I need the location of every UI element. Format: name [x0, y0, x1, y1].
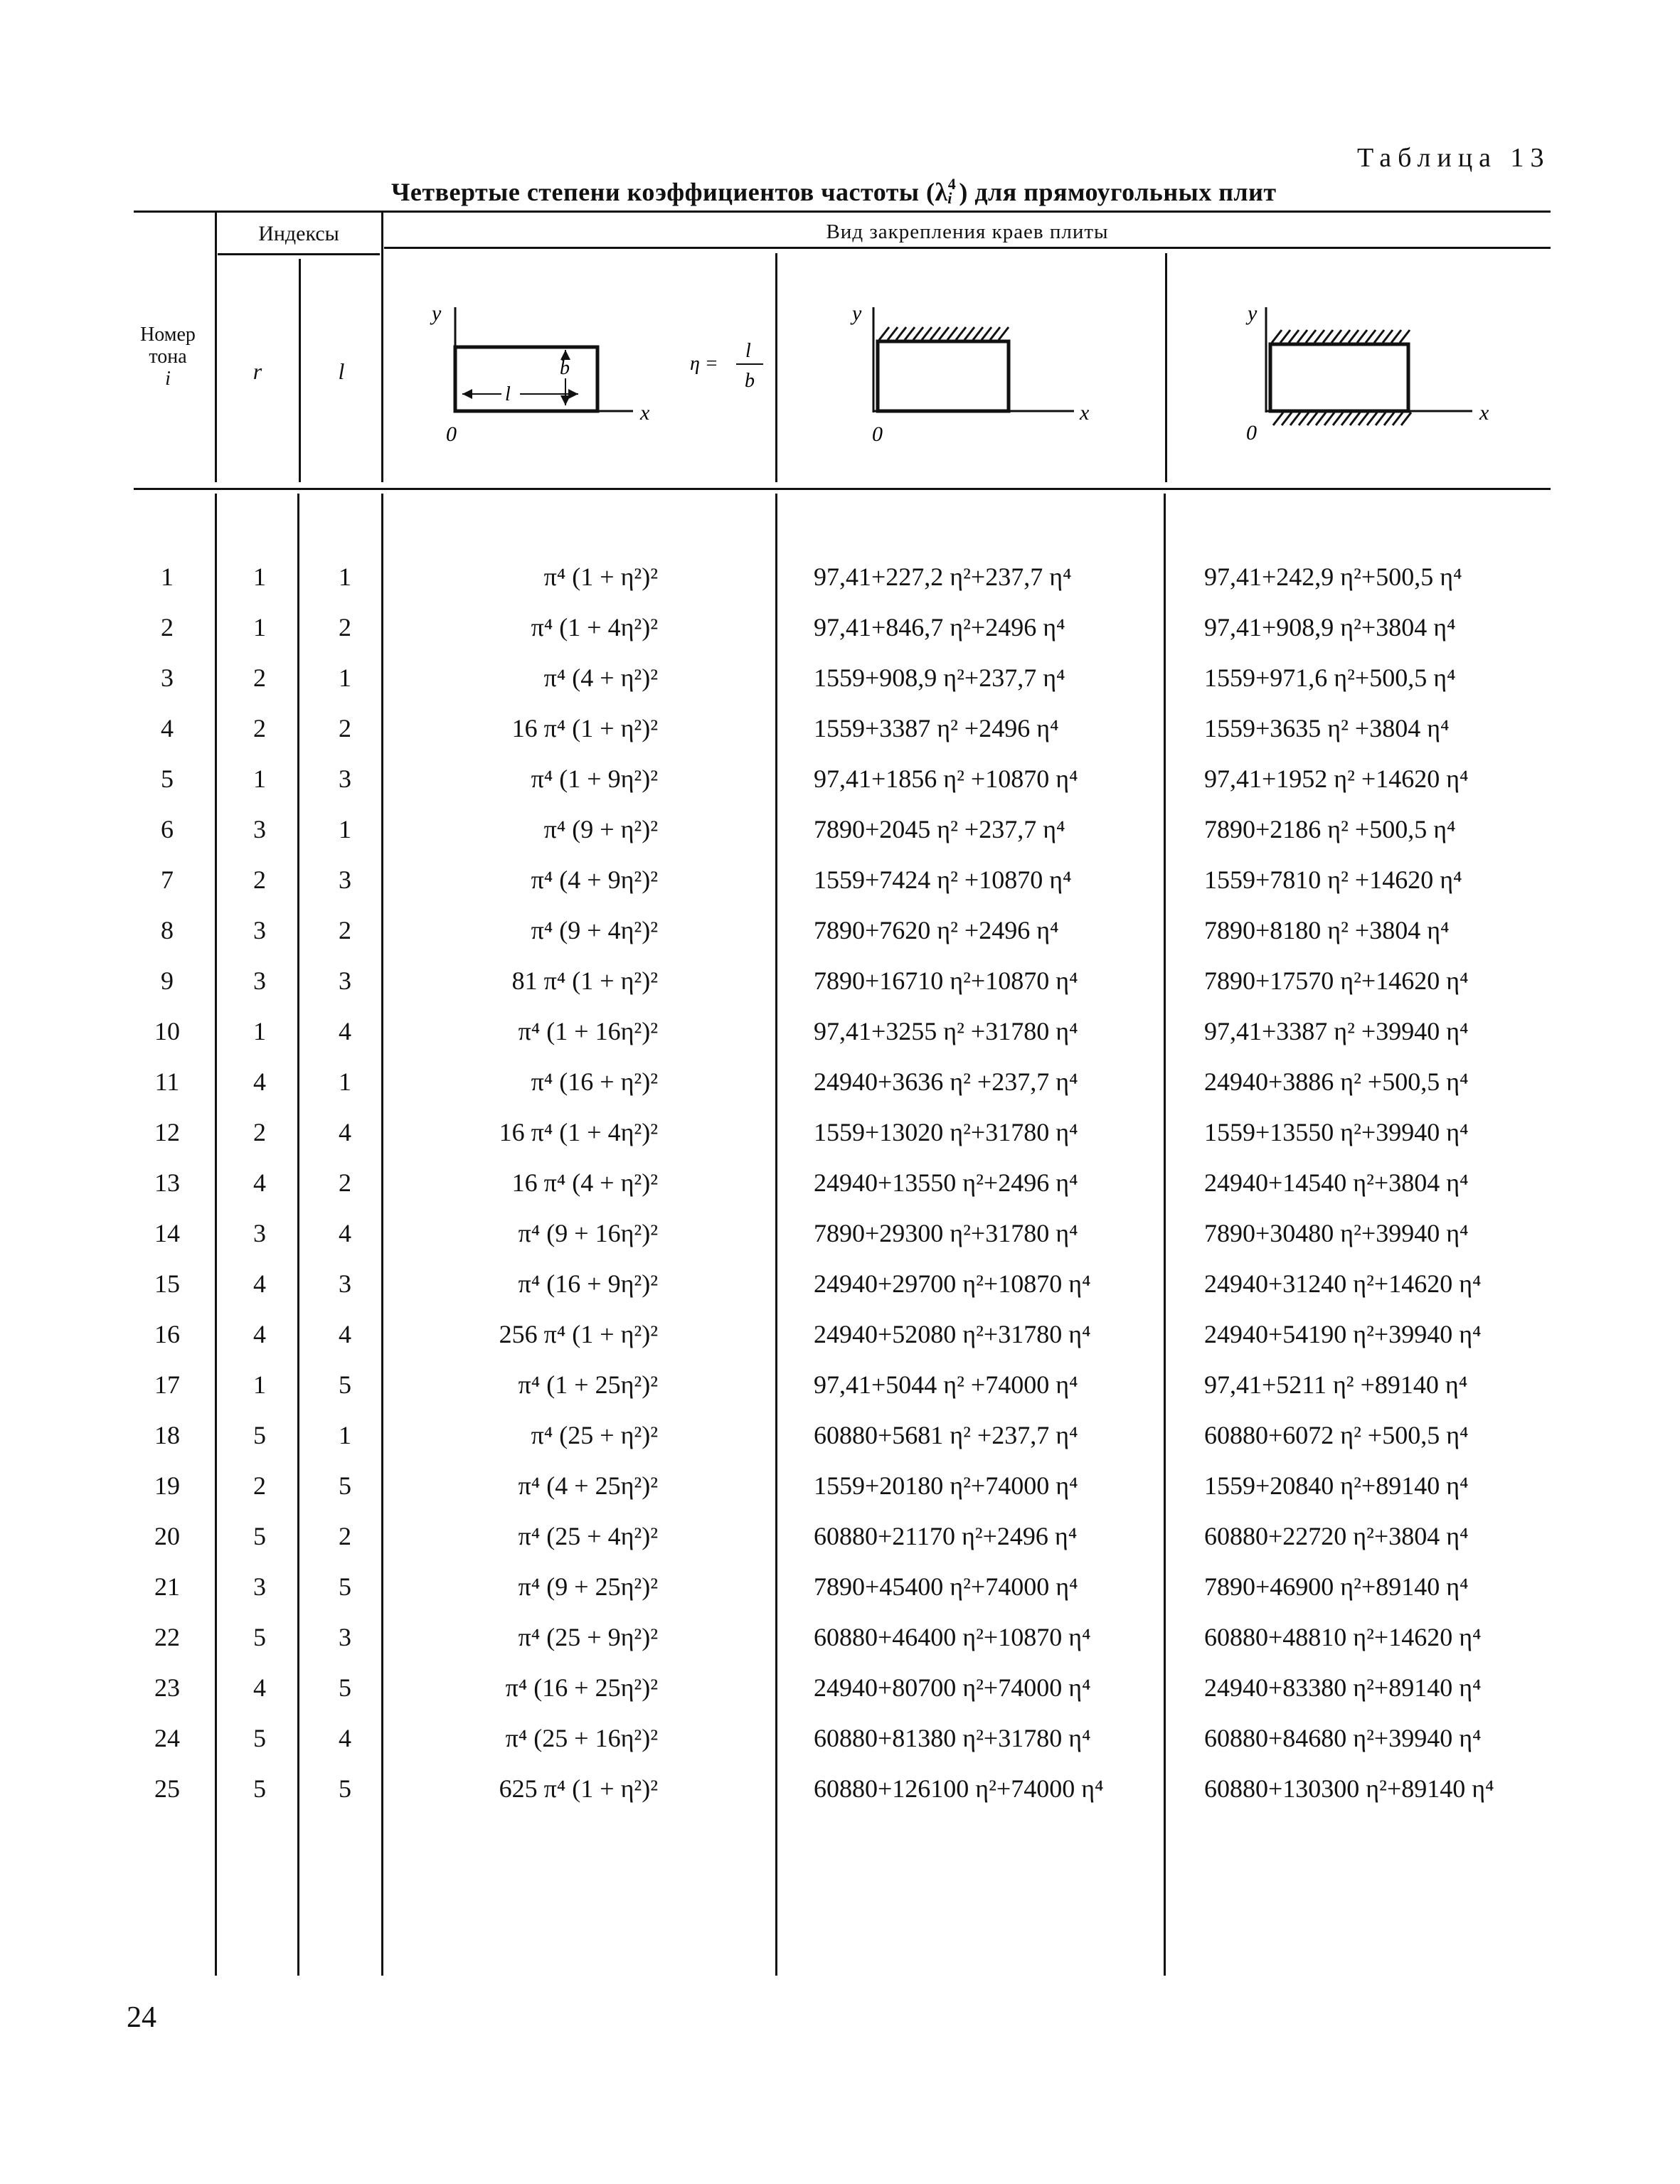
index-r: 4 — [253, 1269, 266, 1298]
index-l: 5 — [339, 1471, 351, 1500]
index-r: 3 — [253, 1219, 266, 1247]
index-r: 2 — [253, 1471, 266, 1500]
indices-underline — [218, 253, 380, 255]
tone-number: 7 — [161, 865, 174, 894]
table-row — [0, 1572, 1680, 1607]
formula-simply-supported: π⁴ (1 + 9η²)² — [531, 765, 658, 793]
index-r: 4 — [253, 1168, 266, 1197]
formula-top-bottom-clamped: 1559+7810 η² +14620 η⁴ — [1204, 865, 1462, 894]
formula-top-bottom-clamped: 97,41+1952 η² +14620 η⁴ — [1204, 765, 1469, 793]
tone-number: 24 — [154, 1724, 180, 1752]
formula-top-clamped: 24940+3636 η² +237,7 η⁴ — [814, 1067, 1078, 1096]
tone-number: 12 — [154, 1118, 180, 1146]
formula-simply-supported: 16 π⁴ (1 + η²)² — [511, 714, 658, 742]
table-row — [0, 1622, 1680, 1658]
formula-top-bottom-clamped: 97,41+5211 η² +89140 η⁴ — [1204, 1370, 1468, 1399]
formula-top-clamped: 24940+80700 η²+74000 η⁴ — [814, 1673, 1091, 1702]
index-l: 3 — [339, 966, 351, 995]
column-divider-3 — [381, 212, 383, 482]
formula-top-bottom-clamped: 60880+48810 η²+14620 η⁴ — [1204, 1623, 1482, 1651]
tone-number: 20 — [154, 1522, 180, 1550]
index-l: 2 — [339, 613, 351, 641]
formula-top-clamped: 7890+2045 η² +237,7 η⁴ — [814, 815, 1065, 843]
tone-number-header — [127, 324, 209, 390]
index-l: 3 — [339, 1269, 351, 1298]
tone-number: 8 — [161, 916, 174, 944]
tone-number: 14 — [154, 1219, 180, 1247]
index-l: 5 — [339, 1370, 351, 1399]
table-row — [0, 1319, 1680, 1355]
formula-simply-supported: π⁴ (9 + η²)² — [543, 815, 658, 843]
width-label: b — [560, 357, 570, 379]
index-r: 1 — [253, 765, 266, 793]
formula-top-bottom-clamped: 7890+8180 η² +3804 η⁴ — [1204, 916, 1450, 944]
formula-top-clamped: 1559+3387 η² +2496 η⁴ — [814, 714, 1059, 742]
formula-simply-supported: 81 π⁴ (1 + η²)² — [511, 966, 658, 995]
fixing-header: Вид закрепления краев плиты — [826, 220, 1109, 243]
table-row — [0, 1774, 1680, 1809]
formula-top-bottom-clamped: 24940+14540 η²+3804 η⁴ — [1204, 1168, 1469, 1197]
index-l: 3 — [339, 765, 351, 793]
tone-number: 1 — [161, 563, 174, 591]
index-r: 1 — [253, 613, 266, 641]
index-l: 1 — [339, 1421, 351, 1449]
index-r: 1 — [253, 1017, 266, 1045]
formula-top-bottom-clamped: 7890+17570 η²+14620 η⁴ — [1204, 966, 1469, 995]
formula-top-bottom-clamped: 60880+84680 η²+39940 η⁴ — [1204, 1724, 1482, 1752]
axis-x-label: x — [1479, 401, 1489, 425]
tone-number: 10 — [154, 1017, 180, 1045]
column-divider-2 — [299, 259, 301, 482]
formula-simply-supported: π⁴ (16 + 25η²)² — [505, 1673, 658, 1702]
formula-top-clamped: 97,41+1856 η² +10870 η⁴ — [814, 765, 1078, 793]
tone-number: 19 — [154, 1471, 180, 1500]
index-r: 4 — [253, 1673, 266, 1702]
tone-number: 11 — [154, 1067, 180, 1096]
formula-top-clamped: 97,41+5044 η² +74000 η⁴ — [814, 1370, 1078, 1399]
tone-number: 25 — [154, 1774, 180, 1803]
index-l: 1 — [339, 1067, 351, 1096]
formula-top-bottom-clamped: 1559+20840 η²+89140 η⁴ — [1204, 1471, 1469, 1500]
tone-number: 2 — [161, 613, 174, 641]
tone-number-label: Номер тона — [140, 324, 196, 368]
formula-simply-supported: π⁴ (1 + 25η²)² — [518, 1370, 658, 1399]
formula-top-bottom-clamped: 97,41+3387 η² +39940 η⁴ — [1204, 1017, 1469, 1045]
index-l: 4 — [339, 1219, 351, 1247]
tone-number: 15 — [154, 1269, 180, 1298]
ratio-denominator: b — [745, 370, 755, 392]
origin-label: 0 — [872, 422, 883, 446]
formula-top-clamped: 24940+13550 η²+2496 η⁴ — [814, 1168, 1078, 1197]
index-l: 2 — [339, 714, 351, 742]
ratio-numerator: l — [745, 340, 751, 362]
table-row — [0, 915, 1680, 951]
formula-top-bottom-clamped: 7890+2186 η² +500,5 η⁴ — [1204, 815, 1456, 843]
formula-top-clamped: 60880+21170 η²+2496 η⁴ — [814, 1522, 1078, 1550]
column-divider-5 — [1165, 253, 1167, 482]
formula-top-bottom-clamped: 60880+22720 η²+3804 η⁴ — [1204, 1522, 1469, 1550]
column-divider-4 — [775, 253, 777, 482]
formula-top-clamped: 1559+7424 η² +10870 η⁴ — [814, 865, 1072, 894]
formula-top-bottom-clamped: 24940+3886 η² +500,5 η⁴ — [1204, 1067, 1469, 1096]
origin-label: 0 — [1246, 421, 1257, 444]
index-r: 2 — [253, 1118, 266, 1146]
index-r: 1 — [253, 563, 266, 591]
formula-simply-supported: π⁴ (4 + 25η²)² — [518, 1471, 658, 1500]
tone-number: 4 — [161, 714, 174, 742]
table-title — [391, 175, 1277, 208]
index-r: 2 — [253, 664, 266, 692]
formula-simply-supported: π⁴ (1 + 16η²)² — [518, 1017, 658, 1045]
index-l: 4 — [339, 1017, 351, 1045]
formula-simply-supported: π⁴ (4 + η²)² — [543, 664, 658, 692]
formula-top-bottom-clamped: 97,41+242,9 η²+500,5 η⁴ — [1204, 563, 1462, 591]
tone-number: 5 — [161, 765, 174, 793]
index-l: 2 — [339, 1168, 351, 1197]
index-r: 2 — [253, 714, 266, 742]
index-l: 3 — [339, 1623, 351, 1651]
index-r: 5 — [253, 1724, 266, 1752]
formula-simply-supported: π⁴ (9 + 16η²)² — [518, 1219, 658, 1247]
axis-y-label: y — [852, 302, 862, 325]
table-row — [0, 713, 1680, 749]
formula-top-clamped: 1559+20180 η²+74000 η⁴ — [814, 1471, 1078, 1500]
formula-top-clamped: 97,41+3255 η² +31780 η⁴ — [814, 1017, 1078, 1045]
axis-y-label: y — [432, 302, 442, 325]
index-l: 5 — [339, 1673, 351, 1702]
index-r: 5 — [253, 1774, 266, 1803]
axis-y-label: y — [1248, 302, 1258, 325]
table-row — [0, 562, 1680, 597]
tone-number: 9 — [161, 966, 174, 995]
table-row — [0, 1723, 1680, 1759]
formula-simply-supported: π⁴ (25 + 9η²)² — [518, 1623, 658, 1651]
table-row — [0, 663, 1680, 698]
ratio-symbol: η = — [690, 353, 718, 375]
index-l: 5 — [339, 1572, 351, 1601]
table-row — [0, 1016, 1680, 1052]
formula-simply-supported: π⁴ (25 + 4η²)² — [518, 1522, 658, 1550]
tone-number: 17 — [154, 1370, 180, 1399]
column-divider-1 — [215, 212, 217, 482]
axis-x-label: x — [640, 401, 650, 425]
index-r: 3 — [253, 916, 266, 944]
origin-label: 0 — [446, 422, 457, 446]
index-r: 3 — [253, 1572, 266, 1601]
formula-top-bottom-clamped: 24940+31240 η²+14620 η⁴ — [1204, 1269, 1482, 1298]
table-top-rule — [134, 211, 1551, 213]
title-superscript: 4 — [947, 175, 957, 193]
formula-simply-supported: 625 π⁴ (1 + η²)² — [499, 1774, 658, 1803]
index-l: 3 — [339, 865, 351, 894]
formula-top-bottom-clamped: 60880+6072 η² +500,5 η⁴ — [1204, 1421, 1469, 1449]
index-l: 4 — [339, 1320, 351, 1348]
formula-simply-supported: π⁴ (9 + 4η²)² — [531, 916, 658, 944]
index-r: 5 — [253, 1623, 266, 1651]
formula-top-clamped: 7890+7620 η² +2496 η⁴ — [814, 916, 1059, 944]
formula-top-bottom-clamped: 7890+30480 η²+39940 η⁴ — [1204, 1219, 1469, 1247]
axis-x-label: x — [1080, 401, 1090, 425]
tone-number: 13 — [154, 1168, 180, 1197]
table-label: Таблица 13 — [1357, 143, 1551, 173]
index-r: 4 — [253, 1067, 266, 1096]
table-row — [0, 1218, 1680, 1254]
formula-top-bottom-clamped: 1559+971,6 η²+500,5 η⁴ — [1204, 664, 1456, 692]
formula-top-clamped: 60880+5681 η² +237,7 η⁴ — [814, 1421, 1078, 1449]
formula-top-clamped: 1559+13020 η²+31780 η⁴ — [814, 1118, 1078, 1146]
index-l: 1 — [339, 563, 351, 591]
table-row — [0, 1521, 1680, 1557]
formula-top-bottom-clamped: 7890+46900 η²+89140 η⁴ — [1204, 1572, 1469, 1601]
index-r: 1 — [253, 1370, 266, 1399]
index-r: 5 — [253, 1421, 266, 1449]
l-header: l — [338, 358, 345, 384]
formula-simply-supported: π⁴ (9 + 25η²)² — [518, 1572, 658, 1601]
tone-number: 23 — [154, 1673, 180, 1702]
formula-top-bottom-clamped: 1559+13550 η²+39940 η⁴ — [1204, 1118, 1469, 1146]
length-label: l — [505, 383, 511, 405]
formula-simply-supported: π⁴ (16 + η²)² — [531, 1067, 658, 1096]
plate-diagram-dimensions — [388, 292, 772, 455]
formula-top-clamped: 97,41+846,7 η²+2496 η⁴ — [814, 613, 1065, 641]
page-number: 24 — [127, 2001, 156, 2034]
index-r: 5 — [253, 1522, 266, 1550]
formula-top-clamped: 24940+52080 η²+31780 η⁴ — [814, 1320, 1091, 1348]
tone-number: 6 — [161, 815, 174, 843]
table-row — [0, 1420, 1680, 1456]
formula-top-clamped: 60880+81380 η²+31780 η⁴ — [814, 1724, 1091, 1752]
formula-top-bottom-clamped: 60880+130300 η²+89140 η⁴ — [1204, 1774, 1494, 1803]
tone-number: 18 — [154, 1421, 180, 1449]
formula-simply-supported: π⁴ (16 + 9η²)² — [518, 1269, 658, 1298]
formula-top-bottom-clamped: 24940+83380 η²+89140 η⁴ — [1204, 1673, 1482, 1702]
indices-header: Индексы — [258, 222, 339, 245]
formula-simply-supported: 256 π⁴ (1 + η²)² — [499, 1320, 658, 1348]
table-row — [0, 1471, 1680, 1506]
formula-simply-supported: π⁴ (25 + 16η²)² — [505, 1724, 658, 1752]
tone-number: 22 — [154, 1623, 180, 1651]
index-l: 5 — [339, 1774, 351, 1803]
fixing-underline — [384, 247, 1551, 249]
table-row — [0, 1673, 1680, 1708]
table-row — [0, 764, 1680, 799]
formula-top-bottom-clamped: 97,41+908,9 η²+3804 η⁴ — [1204, 613, 1456, 641]
formula-simply-supported: π⁴ (25 + η²)² — [531, 1421, 658, 1449]
formula-simply-supported: 16 π⁴ (4 + η²)² — [511, 1168, 658, 1197]
formula-simply-supported: π⁴ (1 + 4η²)² — [531, 613, 658, 641]
formula-top-clamped: 7890+16710 η²+10870 η⁴ — [814, 966, 1078, 995]
index-r: 2 — [253, 865, 266, 894]
index-l: 4 — [339, 1118, 351, 1146]
tone-number: 21 — [154, 1572, 180, 1601]
index-r: 3 — [253, 815, 266, 843]
table-row — [0, 1269, 1680, 1304]
title-subscript: i — [947, 189, 952, 207]
index-l: 1 — [339, 815, 351, 843]
tone-number: 16 — [154, 1320, 180, 1348]
index-l: 2 — [339, 916, 351, 944]
formula-simply-supported: π⁴ (4 + 9η²)² — [531, 865, 658, 894]
formula-top-clamped: 7890+29300 η²+31780 η⁴ — [814, 1219, 1078, 1247]
table-row — [0, 814, 1680, 850]
index-r: 4 — [253, 1320, 266, 1348]
table-row — [0, 1067, 1680, 1102]
formula-top-bottom-clamped: 1559+3635 η² +3804 η⁴ — [1204, 714, 1450, 742]
index-l: 4 — [339, 1724, 351, 1752]
tone-symbol: i — [165, 368, 171, 390]
table-row — [0, 1370, 1680, 1405]
title-before: Четвертые степени коэффициентов частоты (λ — [391, 178, 948, 206]
plate-diagram-top-bottom-clamped — [1209, 292, 1522, 455]
formula-simply-supported: π⁴ (1 + η²)² — [543, 563, 658, 591]
table-row — [0, 865, 1680, 900]
plate-diagram-top-clamped — [811, 292, 1124, 455]
formula-simply-supported: 16 π⁴ (1 + 4η²)² — [499, 1118, 658, 1146]
index-l: 2 — [339, 1522, 351, 1550]
formula-top-clamped: 1559+908,9 η²+237,7 η⁴ — [814, 664, 1065, 692]
formula-top-bottom-clamped: 24940+54190 η²+39940 η⁴ — [1204, 1320, 1482, 1348]
formula-top-clamped: 60880+46400 η²+10870 η⁴ — [814, 1623, 1091, 1651]
r-header: r — [252, 358, 262, 384]
table-row — [0, 1117, 1680, 1153]
header-bottom-rule — [134, 488, 1551, 490]
tone-number: 3 — [161, 664, 174, 692]
table-row — [0, 612, 1680, 648]
formula-top-clamped: 97,41+227,2 η²+237,7 η⁴ — [814, 563, 1072, 591]
formula-top-clamped: 24940+29700 η²+10870 η⁴ — [814, 1269, 1091, 1298]
index-l: 1 — [339, 664, 351, 692]
formula-top-clamped: 7890+45400 η²+74000 η⁴ — [814, 1572, 1078, 1601]
index-r: 3 — [253, 966, 266, 995]
formula-top-clamped: 60880+126100 η²+74000 η⁴ — [814, 1774, 1104, 1803]
table-row — [0, 1168, 1680, 1203]
title-after: ) для прямоугольных плит — [959, 178, 1277, 206]
table-row — [0, 966, 1680, 1001]
